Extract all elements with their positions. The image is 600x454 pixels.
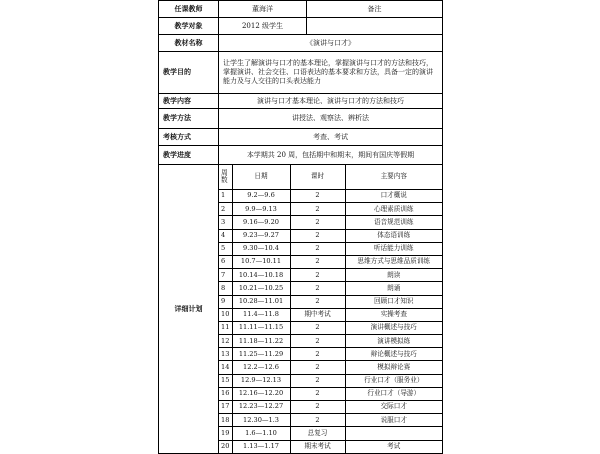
week-cell: 1 <box>219 190 232 203</box>
date-cell: 9.23—9.27 <box>232 229 290 242</box>
schedule-row <box>219 282 442 295</box>
assessment-text: 考查、考试 <box>219 129 443 146</box>
goal-label: 教学目的 <box>159 52 219 94</box>
date-cell: 12.9—12.13 <box>232 374 290 387</box>
method-text: 讲授法、观察法、辨析法 <box>219 109 443 129</box>
week-cell: 13 <box>219 348 232 361</box>
date-header: 日期 <box>232 165 290 190</box>
date-cell: 12.16—12.20 <box>232 387 290 400</box>
date-cell: 12.2—12.6 <box>232 361 290 374</box>
target-empty-cell <box>307 18 443 35</box>
topic-header: 主要内容 <box>345 165 442 190</box>
date-cell: 9.16—9.20 <box>232 216 290 229</box>
textbook-value: 《演讲与口才》 <box>219 35 443 52</box>
schedule-row <box>219 295 442 308</box>
goal-row <box>159 52 443 94</box>
topic-cell: 思维方式与思维品质训练 <box>345 255 442 268</box>
progress-label: 教学进度 <box>159 146 219 165</box>
hours-cell: 2 <box>290 401 345 414</box>
hours-cell: 2 <box>290 282 345 295</box>
topic-cell: 行业口才（导游） <box>345 387 442 400</box>
week-cell: 7 <box>219 269 232 282</box>
topic-cell: 体态语训练 <box>345 229 442 242</box>
topic-cell: 回顾口才知识 <box>345 295 442 308</box>
week-cell: 16 <box>219 387 232 400</box>
schedule-body <box>219 165 442 453</box>
hours-cell: 期末考试 <box>290 440 345 453</box>
week-header: 周数 <box>219 165 232 190</box>
week-cell: 9 <box>219 295 232 308</box>
week-cell: 2 <box>219 203 232 216</box>
schedule-cell <box>219 165 443 454</box>
date-cell: 11.18—11.22 <box>232 335 290 348</box>
schedule-row <box>219 321 442 334</box>
week-cell: 6 <box>219 255 232 268</box>
week-cell: 14 <box>219 361 232 374</box>
week-cell: 20 <box>219 440 232 453</box>
date-cell: 11.25—11.29 <box>232 348 290 361</box>
date-cell: 11.11—11.15 <box>232 321 290 334</box>
teacher-name: 董海洋 <box>219 1 307 18</box>
hours-cell: 2 <box>290 387 345 400</box>
schedule-row <box>219 348 442 361</box>
week-cell: 17 <box>219 401 232 414</box>
hours-cell: 2 <box>290 242 345 255</box>
date-cell: 10.21—10.25 <box>232 282 290 295</box>
hours-cell: 2 <box>290 190 345 203</box>
hours-cell: 期中考试 <box>290 308 345 321</box>
date-cell: 12.30—1.3 <box>232 414 290 427</box>
textbook-label: 教材名称 <box>159 35 219 52</box>
schedule-row <box>219 216 442 229</box>
plan-label: 详细计划 <box>159 165 219 454</box>
schedule-row <box>219 427 442 440</box>
date-cell: 10.28—11.01 <box>232 295 290 308</box>
progress-text: 本学期共 20 周，包括期中和期末，期间有国庆等假期 <box>219 146 443 165</box>
week-cell: 19 <box>219 427 232 440</box>
assessment-label: 考核方式 <box>159 129 219 146</box>
schedule-row <box>219 387 442 400</box>
assessment-row <box>159 129 443 146</box>
schedule-row <box>219 335 442 348</box>
schedule-row <box>219 229 442 242</box>
topic-cell: 辩论概述与技巧 <box>345 348 442 361</box>
schedule-row <box>219 374 442 387</box>
week-cell: 15 <box>219 374 232 387</box>
week-cell: 8 <box>219 282 232 295</box>
date-cell: 9.30—10.4 <box>232 242 290 255</box>
topic-cell: 实操考查 <box>345 308 442 321</box>
topic-cell: 演讲概述与技巧 <box>345 321 442 334</box>
schedule-row <box>219 440 442 453</box>
target-label: 教学对象 <box>159 18 219 35</box>
topic-cell: 朗读 <box>345 269 442 282</box>
method-label: 教学方法 <box>159 109 219 129</box>
date-cell: 11.4—11.8 <box>232 308 290 321</box>
content-text: 演讲与口才基本理论、演讲与口才的方法和技巧 <box>219 94 443 109</box>
hours-cell: 2 <box>290 216 345 229</box>
topic-cell: 演讲模拟练 <box>345 335 442 348</box>
schedule-row <box>219 269 442 282</box>
week-cell: 5 <box>219 242 232 255</box>
schedule-row <box>219 190 442 203</box>
date-cell: 10.14—10.18 <box>232 269 290 282</box>
teacher-label: 任课教师 <box>159 1 219 18</box>
date-cell: 1.13—1.17 <box>232 440 290 453</box>
goal-text: 让学生了解演讲与口才的基本理论，掌握演讲与口才的方法和技巧，掌握演讲、社会交往、口语表达的基本要求和方法，具备一定的演讲能力及与人交往的口头表达能力 <box>219 52 443 94</box>
week-cell: 3 <box>219 216 232 229</box>
topic-cell: 说服口才 <box>345 414 442 427</box>
target-value: 2012 级学生 <box>219 18 307 35</box>
note-label: 备注 <box>307 1 443 18</box>
schedule-header-row <box>219 165 442 190</box>
topic-cell: 交际口才 <box>345 401 442 414</box>
schedule-row <box>219 361 442 374</box>
hours-cell: 2 <box>290 203 345 216</box>
progress-row <box>159 146 443 165</box>
date-cell: 10.7—10.11 <box>232 255 290 268</box>
week-cell: 12 <box>219 335 232 348</box>
hours-cell: 2 <box>290 229 345 242</box>
hours-cell: 2 <box>290 374 345 387</box>
hours-cell: 2 <box>290 269 345 282</box>
topic-cell: 听话能力训练 <box>345 242 442 255</box>
content-row <box>159 94 443 109</box>
hours-cell: 2 <box>290 255 345 268</box>
date-cell: 1.6—1.10 <box>232 427 290 440</box>
plan-row <box>159 165 443 454</box>
schedule-row <box>219 203 442 216</box>
hours-cell: 2 <box>290 414 345 427</box>
date-cell: 9.2—9.6 <box>232 190 290 203</box>
date-cell: 9.9—9.13 <box>232 203 290 216</box>
topic-cell: 口才概说 <box>345 190 442 203</box>
hours-cell: 总复习 <box>290 427 345 440</box>
schedule-table <box>219 165 442 453</box>
hours-cell: 2 <box>290 335 345 348</box>
topic-cell: 行业口才（服务业） <box>345 374 442 387</box>
topic-cell: 朗诵 <box>345 282 442 295</box>
course-plan-table <box>158 0 443 454</box>
hours-header: 课时 <box>290 165 345 190</box>
topic-cell: 语音规范训练 <box>345 216 442 229</box>
hours-cell: 2 <box>290 295 345 308</box>
schedule-row <box>219 255 442 268</box>
schedule-row <box>219 242 442 255</box>
textbook-row <box>159 35 443 52</box>
topic-cell: 心理素质训练 <box>345 203 442 216</box>
schedule-row <box>219 401 442 414</box>
date-cell: 12.23—12.27 <box>232 401 290 414</box>
hours-cell: 2 <box>290 321 345 334</box>
week-cell: 10 <box>219 308 232 321</box>
topic-cell <box>345 427 442 440</box>
topic-cell: 考试 <box>345 440 442 453</box>
week-cell: 18 <box>219 414 232 427</box>
method-row <box>159 109 443 129</box>
content-label: 教学内容 <box>159 94 219 109</box>
target-row <box>159 18 443 35</box>
teacher-row <box>159 1 443 18</box>
hours-cell: 2 <box>290 361 345 374</box>
schedule-row <box>219 308 442 321</box>
hours-cell: 2 <box>290 348 345 361</box>
week-cell: 4 <box>219 229 232 242</box>
week-cell: 11 <box>219 321 232 334</box>
schedule-row <box>219 414 442 427</box>
topic-cell: 模拟辩论赛 <box>345 361 442 374</box>
